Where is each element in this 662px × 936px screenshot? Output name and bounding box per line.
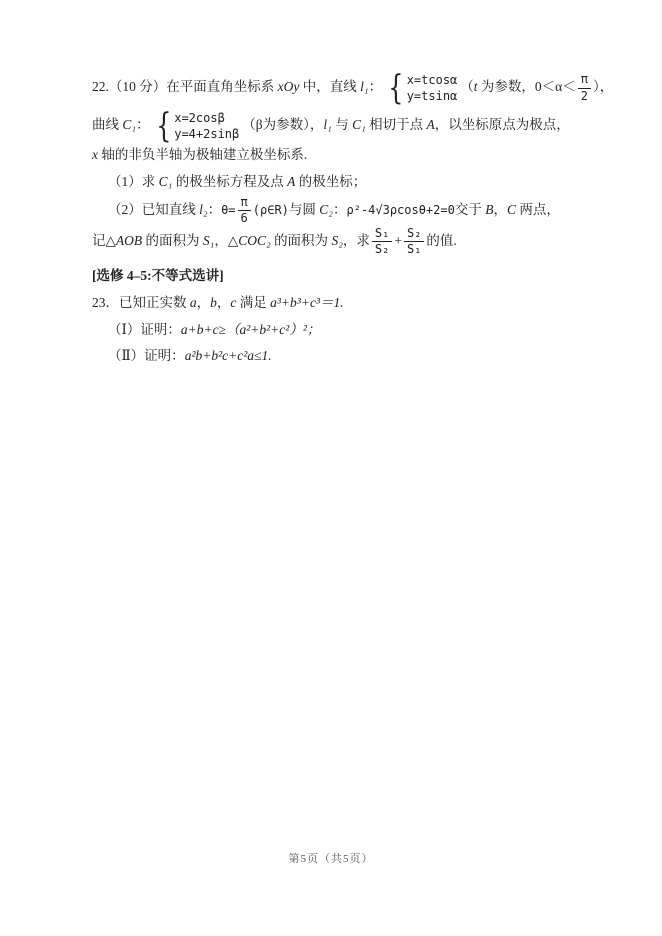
text-run: 中，直线	[299, 79, 361, 95]
variable-A: A	[287, 173, 296, 189]
text-run: ，	[216, 294, 231, 310]
math-inequality-2: a²b+b²c+c²a≤1.	[184, 348, 272, 364]
variable-S2: S₂	[331, 233, 343, 249]
variable-a: a	[189, 294, 197, 310]
variable-l1: l₁	[323, 117, 332, 133]
text-run: ：	[332, 201, 347, 217]
variable-xOy: xOy	[277, 79, 300, 95]
fraction-pi-over-6	[238, 196, 251, 225]
system-equation-x: x=2cosβ	[174, 110, 225, 125]
problem-22-part-2-continued	[92, 227, 584, 256]
text-run: ），	[592, 79, 614, 95]
variable-C1: C₁	[122, 117, 137, 133]
variable-A: A	[426, 117, 435, 133]
variable-AOB: AOB	[115, 233, 143, 249]
variable-B: B	[485, 201, 494, 217]
text-run: 满足	[236, 294, 271, 310]
math-inequality-1: a+b+c≥（a²+b²+c²）²；	[180, 321, 321, 337]
variable-x: x	[92, 147, 98, 162]
text-run: （Ⅱ）证明：	[108, 348, 185, 364]
text-run: 的面积为	[270, 233, 332, 249]
text-run: 的面积为	[142, 233, 203, 249]
math-theta-equals: θ=	[221, 202, 236, 217]
section-4-5-header	[92, 265, 584, 288]
text-run: 两点，	[515, 201, 560, 217]
variable-C1: C₁	[352, 117, 366, 133]
math-cubes-condition: a³+b³+c³＝1.	[270, 294, 344, 310]
variable-b: b	[210, 294, 217, 310]
text-run: 22.（10 分）在平面直角坐标系	[92, 79, 278, 95]
fraction-numerator: π	[578, 73, 591, 88]
text-run: 的极坐标；	[295, 173, 367, 189]
fraction-denominator: S₂	[374, 242, 390, 257]
plus-sign: +	[394, 233, 402, 249]
variable-COC2: COC₂	[238, 233, 271, 249]
system-equation-x: x=tcosα	[406, 72, 458, 87]
problem-23-part-1	[108, 319, 584, 342]
fraction-numerator: S₂	[404, 227, 424, 242]
text-run: 与	[331, 117, 353, 133]
system-equation-y: y=4+2sinβ	[174, 127, 240, 141]
fraction-pi-over-2	[578, 73, 591, 102]
variable-c: c	[230, 294, 237, 310]
problem-22-line-1	[92, 68, 614, 108]
system-equation-y: y=tsinα	[406, 89, 458, 103]
variable-S1: S₁	[202, 233, 215, 249]
variable-t: t	[473, 79, 478, 95]
fraction-denominator: S₁	[406, 242, 422, 257]
text-run: 交于	[454, 201, 486, 217]
text-run: ，	[493, 201, 507, 217]
text-run: 为参数，0＜α＜	[477, 79, 576, 95]
section-title: [选修 4–5:不等式选讲]	[92, 267, 224, 283]
text-run: 与圆	[288, 201, 320, 217]
curly-brace: {	[388, 68, 404, 108]
text-run: ，求	[342, 233, 370, 249]
math-rho-in-R: (ρ∈R)	[252, 202, 289, 217]
text-run: 曲线	[92, 117, 123, 133]
problem-22-part-1	[108, 171, 584, 194]
system-rows	[174, 110, 239, 142]
system-rows	[407, 72, 458, 104]
problem-22-part-2	[108, 196, 584, 225]
text-run: （Ⅰ）证明：	[108, 321, 181, 337]
fraction-numerator: S₁	[372, 227, 392, 242]
fraction-denominator: 2	[580, 88, 588, 103]
variable-C: C	[506, 201, 516, 217]
page-footer	[0, 850, 662, 866]
variable-C2: C₂	[319, 201, 333, 217]
variable-l1: l₁	[360, 79, 369, 95]
text-run: 记△	[92, 233, 116, 249]
text-run: （β为参数），	[242, 117, 324, 133]
variable-C1: C₁	[158, 173, 173, 189]
text-run: ：	[207, 201, 222, 217]
problem-23-intro	[92, 292, 584, 315]
text-run: （2）已知直线	[108, 201, 200, 217]
text-run: （	[460, 79, 474, 95]
text-run: ，△	[214, 233, 239, 249]
math-circle-equation: ρ²-4√3ρcosθ+2=0	[346, 202, 455, 217]
equation-system-C1	[153, 106, 240, 146]
text-run: ，以坐标原点为极点，	[434, 117, 570, 133]
problem-22-line-2	[92, 108, 584, 167]
fraction-S1-over-S2	[372, 227, 392, 256]
exam-content	[92, 68, 614, 370]
text-run: 23．已知正实数	[92, 294, 190, 310]
text-run: 的极坐标方程及点	[172, 173, 288, 189]
curly-brace: {	[155, 106, 171, 146]
fraction-denominator: 6	[240, 211, 248, 226]
text-run: （1）求	[108, 173, 159, 189]
text-run: ，	[196, 294, 211, 310]
text-run: 轴的非负半轴为极轴建立极坐标系.	[98, 147, 308, 162]
fraction-S2-over-S1	[404, 227, 424, 256]
variable-l2: l₂	[199, 201, 208, 217]
problem-23-part-2	[108, 345, 584, 368]
text-run: ：	[368, 79, 383, 95]
text-run: 的值.	[426, 233, 457, 249]
page-number-label: 第5页（共5页）	[288, 853, 374, 865]
fraction-numerator: π	[238, 196, 251, 211]
equation-system-l1	[385, 68, 458, 108]
text-run: ：	[136, 117, 150, 133]
text-run: 相切于点	[365, 117, 427, 133]
